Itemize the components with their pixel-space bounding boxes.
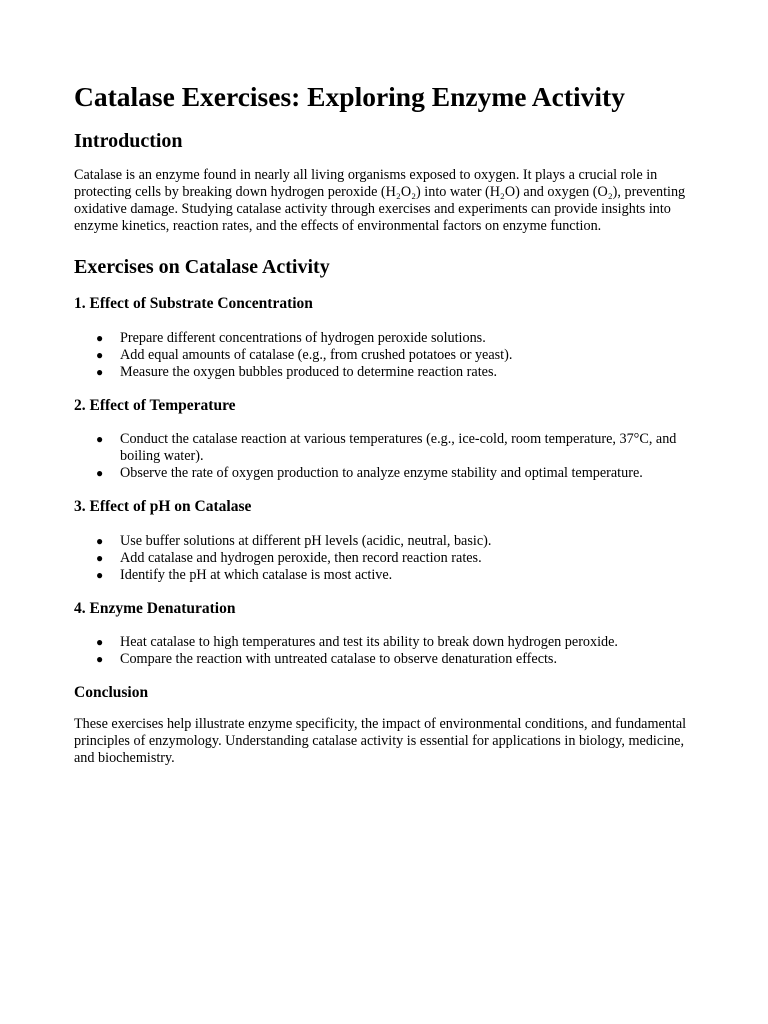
list-item: ● Use buffer solutions at different pH levels (acidic, neutral, basic). bbox=[96, 532, 492, 549]
document-page bbox=[74, 80, 704, 767]
bullet-icon: ● bbox=[96, 550, 104, 565]
bullet-icon: ● bbox=[96, 533, 104, 548]
exercise-heading-substrate: 1. Effect of Substrate Concentration bbox=[74, 295, 313, 312]
bullet-icon: ● bbox=[96, 347, 104, 362]
list-item: ● Heat catalase to high temperatures and test its ability to break down hydrogen peroxide. bbox=[96, 634, 618, 651]
list-item: ● Add equal amounts of catalase (e.g., from crushed potatoes or yeast). bbox=[96, 346, 513, 363]
introduction-paragraph: Catalase is an enzyme found in nearly all living organisms exposed to oxygen. It plays a crucial role in protecting cells by breaking down hydrogen peroxide (H₂O₂) into water (H₂O) and oxygen (O₂), preventing oxidative damage. Studying catalase activity through exercises and experiments can provide insights into enzyme kinetics, reaction rates, and the effects of environmental factors on enzyme function. bbox=[74, 167, 686, 234]
conclusion-paragraph: These exercises help illustrate enzyme specificity, the impact of environmental conditions, and fundamental principles of enzymology. Understanding catalase activity is essential for applications in biology, medicine, and biochemistry. bbox=[74, 715, 687, 766]
list-item: ● Prepare different concentrations of hydrogen peroxide solutions. bbox=[96, 329, 486, 346]
bullet-icon: ● bbox=[96, 635, 104, 650]
conclusion-heading: Conclusion bbox=[74, 684, 149, 702]
exercise-list-ph bbox=[74, 533, 704, 584]
list-item: ● Observe the rate of oxygen production to analyze enzyme stability and optimal temperature. bbox=[96, 465, 643, 482]
bullet-icon: ● bbox=[96, 432, 104, 447]
list-item: ● Identify the pH at which catalase is most active. bbox=[96, 566, 393, 583]
bullet-icon: ● bbox=[96, 466, 104, 481]
bullet-icon: ● bbox=[96, 330, 104, 345]
exercise-heading-ph: 3. Effect of pH on Catalase bbox=[74, 498, 252, 516]
exercise-heading-temperature: 2. Effect of Temperature bbox=[74, 396, 236, 414]
list-item: ● Measure the oxygen bubbles produced to determine reaction rates. bbox=[96, 363, 498, 380]
list-item: ● Conduct the catalase reaction at various temperatures (e.g., ice-cold, room temperature, 37°C, and boiling water). bbox=[96, 431, 677, 465]
introduction-heading: Introduction bbox=[74, 130, 183, 152]
exercises-heading: Exercises on Catalase Activity bbox=[74, 256, 330, 278]
document-title: Catalase Exercises: Exploring Enzyme Activity bbox=[74, 81, 625, 112]
exercise-list-denaturation bbox=[74, 634, 704, 668]
list-item: ● Compare the reaction with untreated catalase to observe denaturation effects. bbox=[96, 651, 557, 668]
exercise-list-substrate bbox=[74, 330, 704, 381]
exercise-list-temperature bbox=[74, 431, 704, 482]
bullet-icon: ● bbox=[96, 364, 104, 379]
bullet-icon: ● bbox=[96, 567, 104, 582]
list-item: ● Add catalase and hydrogen peroxide, then record reaction rates. bbox=[96, 549, 482, 566]
bullet-icon: ● bbox=[96, 652, 104, 667]
exercise-heading-denaturation: 4. Enzyme Denaturation bbox=[74, 599, 236, 617]
